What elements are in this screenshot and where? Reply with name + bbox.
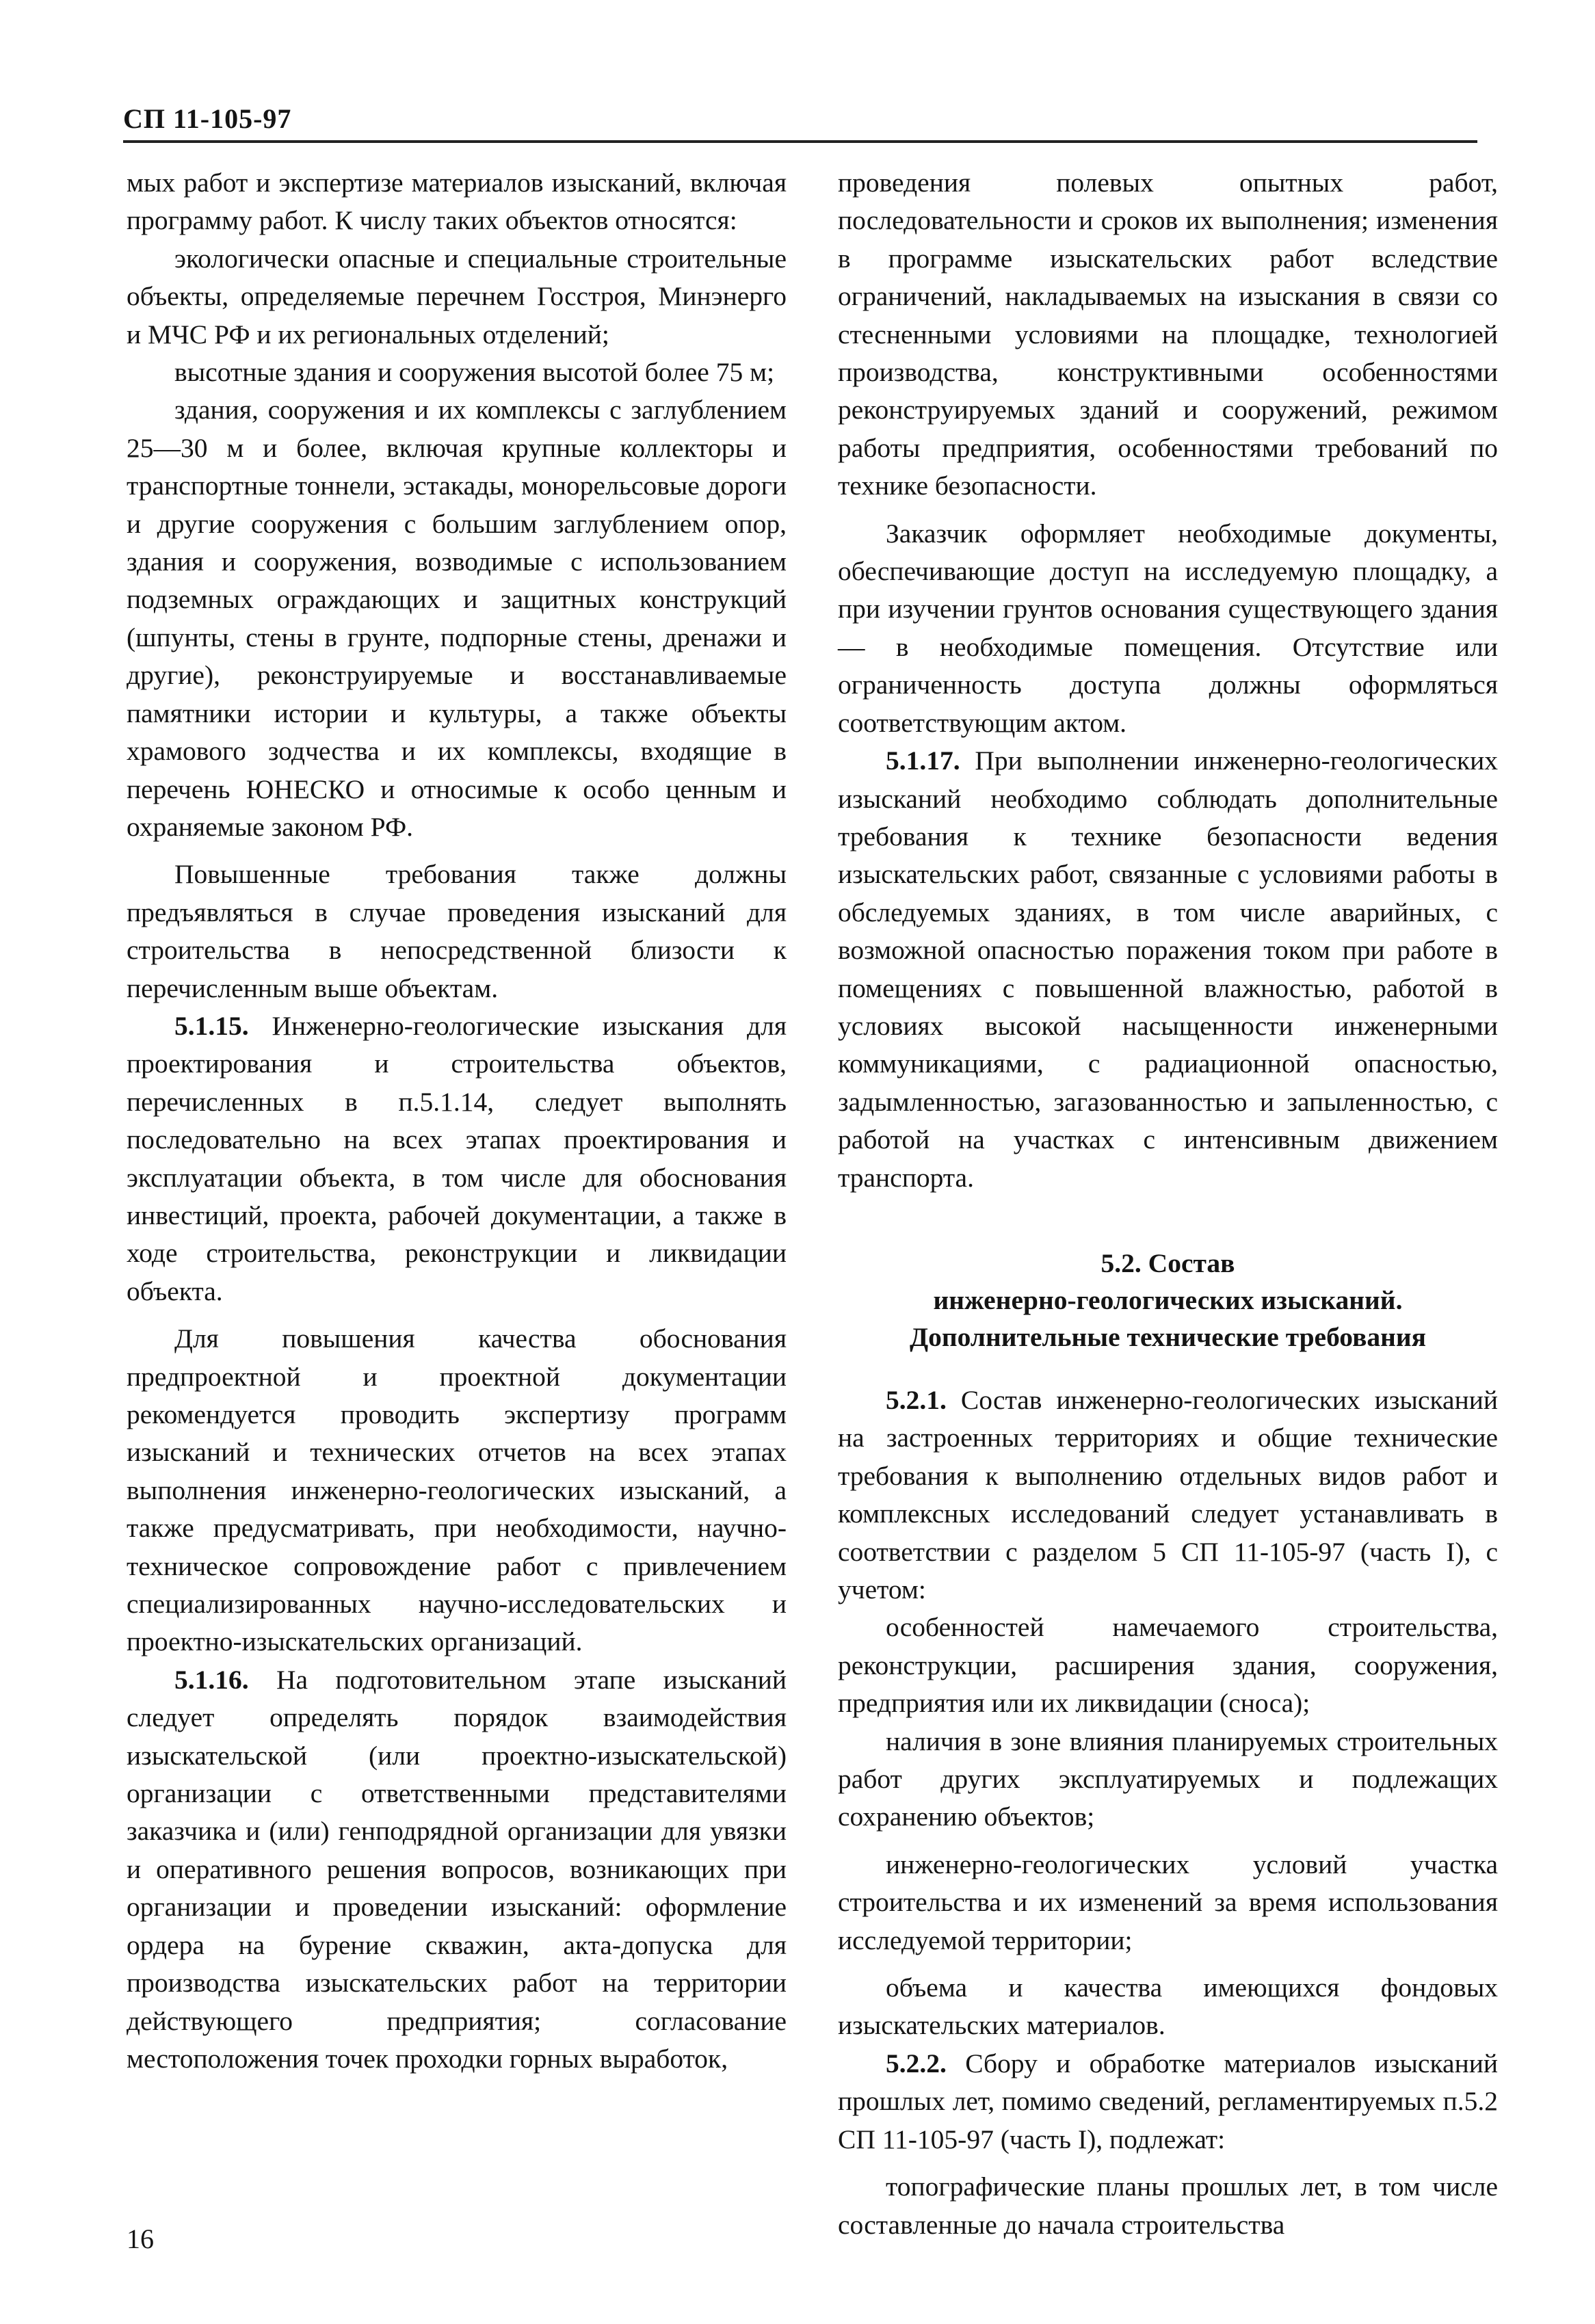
clause-5-2-2 [838,2045,1498,2158]
clause-number: 5.1.17. [886,745,960,776]
clause-text: Инженерно-геологические изыскания для проектирования и строительства объектов, перечисленных в п.5.1.14, следует выполнять последовательно на всех этапах проектирования и эксплуатации объекта, в том числе для обоснования инвестиций, проекта, рабочей документации, а также в ходе строительства, реконструкции и ликвидации объекта. [127,1010,787,1306]
clause-text: Состав инженерно-геологических изысканий на застроенных территориях и общие технические требования к выполнению отдельных видов работ и комплексных исследований следует устанавливать в соответствии с разделом 5 СП 11-105-97 (часть I), с учетом: [838,1384,1498,1605]
list-item: топографические планы прошлых лет, в том числе составленные до начала строительства [838,2171,1498,2240]
section-heading [838,1245,1498,1356]
page-number: 16 [127,2223,154,2254]
section-heading-line: инженерно-геологических изысканий. [933,1284,1403,1315]
section-heading-line: Дополнительные технические требования [909,1321,1427,1352]
clause-text: Сбору и обработке материалов изысканий прошлых лет, помимо сведений, регламентируемых п.5.2 СП 11-105-97 (часть I), подлежат: [838,2048,1498,2154]
clause-number: 5.1.15. [174,1010,249,1041]
paragraph: Для повышения качества обоснования предпроектной и проектной документации рекомендуется проводить экспертизу программ изысканий и технических отчетов на всех этапах выполнения инженерно-геологических изысканий, а также предусматривать, при необходимости, научно-техническое сопровождение работ с привлечением специализированных научно-исследовательских и проектно-изыскательских организаций. [127,1323,787,1657]
list-item: экологически опасные и специальные строительные объекты, определяемые перечнем Госстроя, Минэнерго и МЧС РФ и их региональных отделений; [127,243,787,349]
clause-number: 5.1.16. [174,1664,249,1695]
right-column [838,164,1498,2244]
header-rule [123,140,1477,143]
clause-text: При выполнении инженерно-геологических изысканий необходимо соблюдать дополнительные требования к технике безопасности ведения изыскательских работ, связанные с условиями работы в обследуемых зданиях, в том числе аварийных, с возможной опасностью поражения током при работе в помещениях с повышенной влажностью, работой в условиях высокой насыщенности инженерными коммуникациями, с радиационной опасностью, задымленностью, загазованностью и запыленностью, с работой на участках с интенсивным движением транспорта. [838,745,1498,1193]
paragraph: мых работ и экспертизе материалов изысканий, включая программу работ. К числу таких объектов относятся: [127,168,787,236]
section-heading-line: 5.2. Состав [1100,1247,1235,1278]
clause-5-1-15 [127,1007,787,1310]
list-item: объема и качества имеющихся фондовых изыскательских материалов. [838,1972,1498,2041]
clause-5-1-17 [838,742,1498,1197]
clause-text: На подготовительном этапе изысканий следует определять порядок взаимодействия изыскательской (или проектно-изыскательской) организации с ответственными представителями заказчика и (или) генподрядной организации для увязки и оперативного решения вопросов, возникающих при организации и проведении изысканий: оформление ордера на бурение скважин, акта-допуска для производства изыскательских работ на территории действующего предприятия; согласование местоположения точек проходки горных выработок, [127,1664,787,2074]
left-column [127,164,787,2078]
clause-5-1-16 [127,1661,787,2078]
list-item: высотные здания и сооружения высотой более 75 м; [174,357,775,388]
paragraph: Заказчик оформляет необходимые документы, обеспечивающие доступ на исследуемую площадку, а при изучении грунтов основания существующего здания — в необходимые помещения. Отсутствие или ограниченность доступа должны оформляться соответствующим актом. [838,518,1498,738]
list-item: особенностей намечаемого строительства, реконструкции, расширения здания, сооружения, предприятия или их ликвидации (сноса); [838,1612,1498,1719]
clause-number: 5.2.2. [886,2048,947,2078]
list-item: инженерно-геологических условий участка строительства и их изменений за время использования исследуемой территории; [838,1849,1498,1955]
document-code-header: СП 11-105-97 [123,103,292,134]
clause-5-2-1 [838,1382,1498,1609]
clause-number: 5.2.1. [886,1384,947,1415]
list-item: наличия в зоне влияния планируемых строительных работ других эксплуатируемых и подлежащих сохранению объектов; [838,1726,1498,1832]
paragraph: проведения полевых опытных работ, последовательности и сроков их выполнения; изменения в программе изыскательских работ вследствие ограничений, накладываемых на изыскания в связи со стесненными условиями на площадке, технологией производства, конструктивными особенностями реконструируемых зданий и сооружений, режимом работы предприятия, особенностями требований по технике безопасности. [838,168,1498,501]
list-item: здания, сооружения и их комплексы с заглублением 25—30 м и более, включая крупные коллекторы и транспортные тоннели, эстакады, монорельсовые дороги и другие сооружения с большим заглублением опор, здания и сооружения, возводимые с использованием подземных ограждающих и защитных конструкций (шпунты, стены в грунте, подпорные стены, дренажи и другие), реконструируемые и восстанавливаемые памятники истории и культуры, а также объекты храмового зодчества и их комплексы, входящие в перечень ЮНЕСКО и относимые к особо ценным и охраняемые законом РФ. [127,395,787,842]
paragraph: Повышенные требования также должны предъявляться в случае проведения изысканий для строительства в непосредственной близости к перечисленным выше объектам. [127,859,787,1003]
